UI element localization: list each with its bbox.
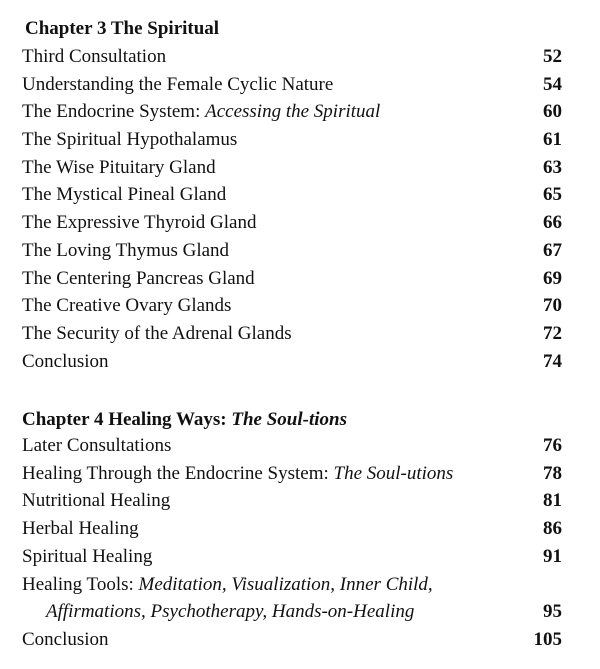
page-number: 91 [543, 546, 562, 567]
toc-entry[interactable] [22, 544, 562, 570]
entry-title-text: Conclusion [22, 351, 109, 372]
chapter-3-heading [25, 18, 219, 40]
toc-entry[interactable] [22, 293, 562, 319]
entry-title [22, 349, 109, 375]
entry-title [46, 599, 414, 625]
page-number: 61 [543, 129, 562, 150]
toc-entry[interactable] [22, 266, 562, 292]
entry-title-text: The Centering Pancreas Gland [22, 268, 255, 289]
entry-title-text: The Loving Thymus Gland [22, 240, 230, 261]
entry-title-text: The Wise Pituitary Gland [22, 157, 216, 178]
entry-title-text: The Security of the Adrenal Glands [22, 323, 292, 344]
entry-title-text: Conclusion [22, 629, 109, 650]
page-number: 60 [543, 101, 562, 122]
entry-title-text: Nutritional Healing [22, 490, 171, 511]
entry-title-text: Later Consultations [22, 435, 172, 456]
chapter-heading-text: Chapter 4 Healing Ways: [22, 409, 232, 430]
entry-title-text: Herbal Healing [22, 518, 139, 539]
entry-title-text: Spiritual Healing [22, 546, 153, 567]
entry-title [22, 516, 139, 542]
page-number: 76 [543, 435, 562, 456]
toc-entry[interactable] [22, 182, 562, 208]
toc-entry[interactable] [22, 461, 562, 487]
entry-title-text: The Expressive Thyroid Gland [22, 212, 257, 233]
toc-entry[interactable] [22, 99, 562, 125]
entry-title-text: The Creative Ovary Glands [22, 295, 232, 316]
page-number: 105 [533, 629, 562, 650]
entry-title-text: Healing Through the Endocrine System: [22, 463, 334, 484]
page-number: 65 [543, 184, 562, 205]
entry-title [22, 572, 433, 598]
page-number: 67 [543, 240, 562, 261]
entry-title [22, 266, 255, 292]
entry-title [22, 433, 171, 459]
entry-title-italic: The Soul-utions [333, 463, 454, 484]
page-number: 54 [543, 74, 562, 95]
toc-entry[interactable] [22, 433, 562, 459]
entry-title [22, 155, 216, 181]
toc-entry[interactable] [22, 516, 562, 542]
toc-entry[interactable] [22, 72, 562, 98]
toc-entry[interactable] [22, 572, 562, 598]
entry-title [22, 127, 237, 153]
toc-entry-continuation[interactable] [22, 599, 562, 625]
entry-title [22, 461, 453, 487]
entry-title [22, 238, 229, 264]
entry-title [22, 72, 333, 98]
entry-title [22, 182, 226, 208]
toc-entry[interactable] [22, 488, 562, 514]
page-number: 63 [543, 157, 562, 178]
toc-entry[interactable] [22, 238, 562, 264]
chapter-4-heading [22, 409, 347, 431]
chapter-heading-text: Chapter 3 The Spiritual [25, 18, 220, 39]
page-number: 81 [543, 490, 562, 511]
toc-entry[interactable] [22, 127, 562, 153]
entry-title [22, 321, 292, 347]
entry-title-italic: Meditation, Visualization, Inner Child, [138, 574, 433, 595]
entry-title-text: The Spiritual Hypothalamus [22, 129, 238, 150]
entry-title [22, 544, 152, 570]
entry-title [22, 210, 256, 236]
page-number: 86 [543, 518, 562, 539]
entry-title-text: Healing Tools: [22, 574, 139, 595]
page-number: 78 [543, 463, 562, 484]
page-number: 95 [543, 601, 562, 622]
toc-entry[interactable] [22, 321, 562, 347]
toc-entry[interactable] [22, 627, 562, 653]
entry-title [22, 99, 380, 125]
toc-entry[interactable] [22, 349, 562, 375]
entry-title-text: Understanding the Female Cyclic Nature [22, 74, 334, 95]
entry-title [22, 488, 170, 514]
page-number: 72 [543, 323, 562, 344]
entry-title [22, 44, 166, 70]
page-number: 70 [543, 295, 562, 316]
page-number: 66 [543, 212, 562, 233]
entry-title-italic: Accessing the Spiritual [205, 101, 381, 122]
entry-title [22, 627, 109, 653]
entry-title-text: Third Consultation [22, 46, 167, 67]
toc-entry[interactable] [22, 44, 562, 70]
page-number: 69 [543, 268, 562, 289]
toc-entry[interactable] [22, 155, 562, 181]
entry-title [22, 293, 231, 319]
page-number: 52 [543, 46, 562, 67]
entry-title-text: The Endocrine System: [22, 101, 206, 122]
entry-title-text: The Mystical Pineal Gland [22, 184, 227, 205]
toc-entry[interactable] [22, 210, 562, 236]
page-number: 74 [543, 351, 562, 372]
entry-title-italic: Affirmations, Psychotherapy, Hands-on-Healing [46, 601, 415, 622]
chapter-heading-italic: The Soul-tions [231, 409, 347, 430]
